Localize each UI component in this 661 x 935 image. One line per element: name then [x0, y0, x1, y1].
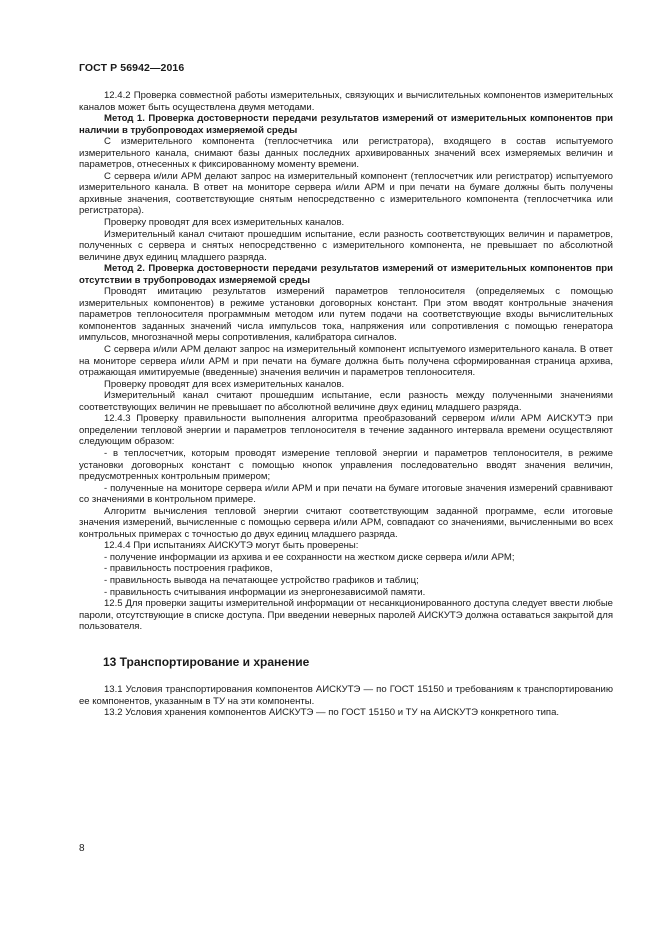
paragraph: С сервера и/или АРМ делают запрос на измерительный компонент испытуемого измерительного канала. В ответ на мониторе сервера и/или АРМ и при печати на бумаге должна быть получена сформированная страница архива, отражающая имитируемые (введенные) значения величин и параметров теплоносителя.: [79, 344, 613, 379]
paragraph: Проверку проводят для всех измерительных каналов.: [104, 217, 345, 229]
paragraph: С сервера и/или АРМ делают запрос на измерительный компонент (теплосчетчик или регистратор) испытуемого измерительного канала. В ответ на мониторе сервера и/или АРМ и при печати на бумаге должны быть получены архивные значения, соответствующие снятым непосредственно с измерительного компонента (теплосчетчика или регистратора).: [79, 170, 613, 217]
paragraph: 12.4.2 Проверка совместной работы измерительных, связующих и вычислительных компонентов измерительных каналов может быть осуществлена двумя методами.: [79, 90, 613, 113]
document-header: ГОСТ Р 56942—2016: [79, 62, 185, 74]
paragraph: Алгоритм вычисления тепловой энергии считают соответствующим заданной программе, если итоговые значения измерений, вычисленные с помощью сервера и/или АРМ, совпадают со значениями, вычисленными во всех контрольных примерах с точностью до двух единиц младшего разряда.: [79, 505, 613, 540]
paragraph: Измерительный канал считают прошедшим испытание, если разность между полученными значениями соответствующих величин не превышает по абсолютной величине двух единиц младшего разряда.: [79, 390, 613, 413]
list-item: - полученные на мониторе сервера и/или АРМ и при печати на бумаге итоговые значения измерений сравнивают со значениями в контрольном примере.: [79, 482, 613, 506]
paragraph: 13.2 Условия хранения компонентов АИСКУТЭ — по ГОСТ 15150 и ТУ на АИСКУТЭ конкретного типа.: [104, 707, 560, 719]
list-item: - правильность вывода на печатающее устройство графиков и таблиц;: [104, 574, 419, 586]
method-1-heading: Метод 1. Проверка достоверности передачи результатов измерений от измерительных компонентов при наличии в трубопроводах измеряемой среды: [79, 113, 613, 136]
paragraph: Проверку проводят для всех измерительных каналов.: [104, 378, 345, 390]
paragraph: Измерительный канал считают прошедшим испытание, если разность соответствующих величин и параметров, полученных с сервера и снятых непосредственно с измерительного компонента, не превышает по абсолютной величине двух единиц младшего разряда.: [79, 228, 613, 263]
paragraph: С измерительного компонента (теплосчетчика или регистратора), входящего в состав испытуемого измерительного канала, снимают базы данных последних архивированных значений всех измеряемых величин и параметров, отнесенных к фиксированному моменту времени.: [79, 136, 613, 171]
paragraph: 12.5 Для проверки защиты измерительной информации от несанкционированного доступа следует ввести любые пароли, отсутствующие в списке доступа. При введении неверных паролей АИСКУТЭ должна оставаться закрытой для пользователя.: [79, 598, 613, 633]
section-13-title: 13 Транспортирование и хранение: [103, 654, 310, 669]
paragraph: Проводят имитацию результатов измерений параметров теплоносителя (определяемых с помощью измерительных компонентов) в режиме установки договорных констант. При этом вводят контрольные значения параметров теплоносителя программным методом или путем подачи на соответствующие входы вычислительных компонентов заданных значений числа импульсов тока, напряжения или сопротивления с помощью генератора импульсов, многозначной меры сопротивления, калибратора сигналов.: [79, 286, 613, 344]
page-number: 8: [79, 843, 85, 854]
paragraph: 12.4.4 При испытаниях АИСКУТЭ могут быть проверены:: [104, 540, 359, 552]
paragraph: 13.1 Условия транспортирования компонентов АИСКУТЭ — по ГОСТ 15150 и требованиям к транспортированию ее компонентов, указанным в ТУ на эти компоненты.: [79, 684, 613, 707]
list-item: - правильность построения графиков,: [104, 563, 273, 575]
list-item: - получение информации из архива и ее сохранности на жестком диске сервера и/или АРМ;: [104, 551, 515, 563]
paragraph: 12.4.3 Проверку правильности выполнения алгоритма преобразований сервером и/или АРМ АИСКУТЭ при определении тепловой энергии и параметров теплоносителя в течение заданного интервала времени осуществляют следующим образом:: [79, 413, 613, 448]
list-item: - правильность считывания информации из энергонезависимой памяти.: [104, 586, 426, 598]
list-item: - в теплосчетчик, которым проводят измерение тепловой энергии и параметров теплоносителя, в режиме установки договорных констант с помощью кнопок управления последовательно вводят значения величин, предусмотренных контрольным примером;: [79, 447, 613, 483]
document-body: [79, 90, 613, 719]
method-2-heading: Метод 2. Проверка достоверности передачи результатов измерений от измерительных компонентов при отсутствии в трубопроводах измеряемой среды: [79, 263, 613, 286]
